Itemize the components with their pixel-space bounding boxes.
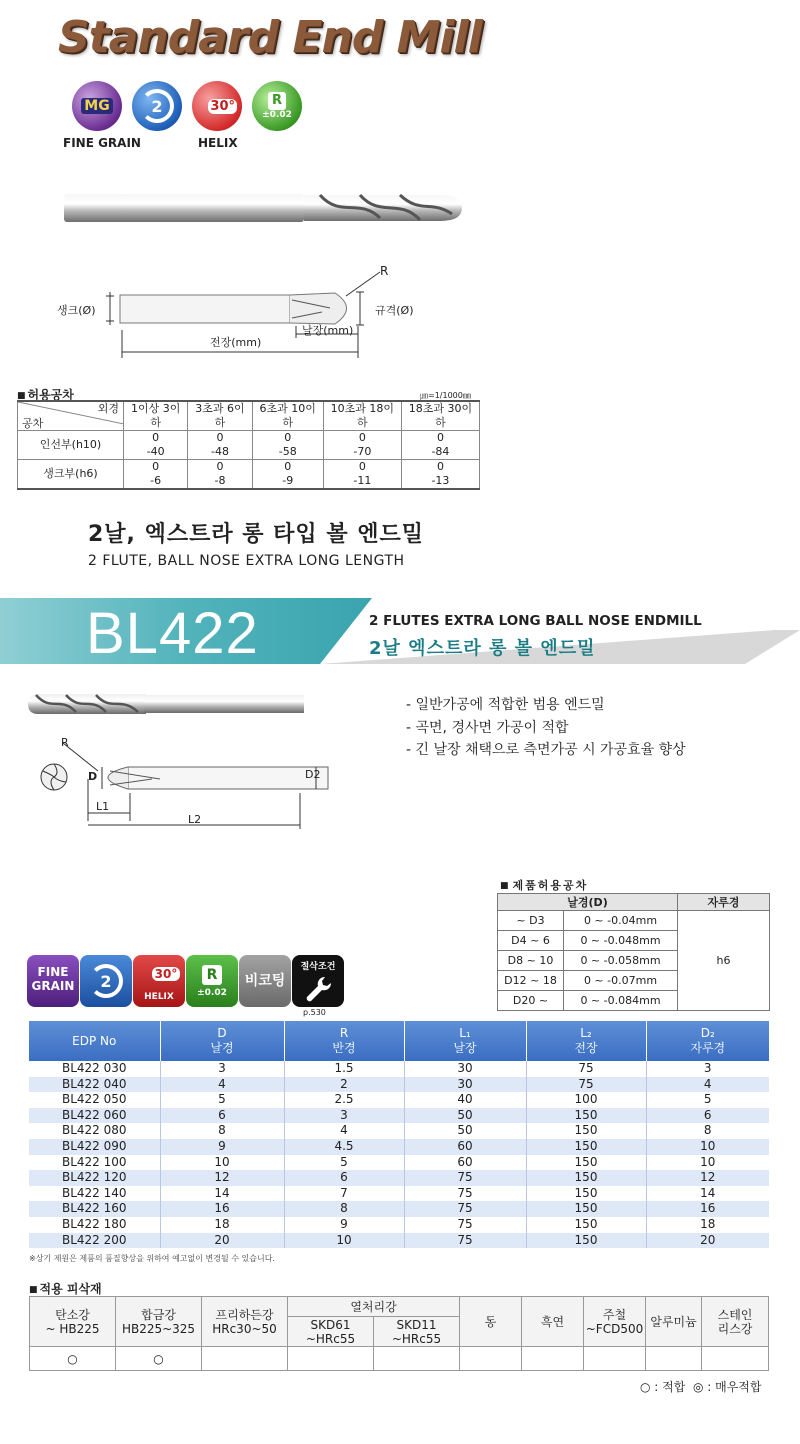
spec-row — [29, 1217, 769, 1233]
tolerance-cell — [401, 460, 479, 490]
feature-item: - 긴 날장 채택으로 측면가공 시 가공효율 향상 — [406, 742, 686, 758]
edp-number: BL422 050 — [29, 1092, 160, 1108]
diagram-flute-label: 날장(mm) — [302, 324, 354, 337]
spec-cell: 10 — [700, 1154, 716, 1169]
page-reference[interactable]: p.530 — [303, 1008, 326, 1017]
edp-number: BL422 160 — [29, 1201, 160, 1217]
tolerance-row-label: 생크부(h6) — [18, 460, 124, 490]
tolerance-cell — [401, 431, 479, 460]
spec-cell: 16 — [160, 1201, 284, 1217]
tolerance-lower: -13 — [431, 474, 450, 487]
tolerance-upper: 0 — [152, 431, 160, 444]
spec-cell: 18 — [700, 1216, 716, 1231]
spec-cell: 5 — [703, 1092, 712, 1107]
spec-cell: 75 — [404, 1186, 526, 1202]
spec-cell: 4 — [284, 1123, 404, 1139]
material-col — [374, 1317, 460, 1347]
spec-row — [29, 1108, 769, 1124]
banner-title-en: 2 FLUTES EXTRA LONG BALL NOSE ENDMILL — [369, 613, 702, 629]
two-flute-icon-text: 2 — [151, 96, 163, 116]
spec-cell: 100 — [526, 1092, 646, 1108]
helix-30-icon-text: 30° — [210, 98, 235, 114]
material-col-text: SKD61 — [310, 1317, 351, 1332]
spec-cell: 50 — [404, 1123, 526, 1139]
material-col — [460, 1297, 522, 1347]
spec-cell: 6 — [646, 1108, 769, 1124]
tolerance-upper: 0 — [358, 431, 366, 444]
tolerance-upper: 0 — [284, 431, 292, 444]
tolerance-lower: -11 — [353, 474, 372, 487]
diagram-shank-label: 생크(Ø) — [57, 304, 96, 317]
fine-grain-badge-text: FINE GRAIN — [31, 965, 75, 993]
spec-cell: 4 — [160, 1077, 284, 1093]
tolerance-upper: 0 — [358, 460, 366, 473]
product-diagram-r: R — [61, 736, 69, 749]
material-heat-treated: 열처리강 — [288, 1297, 460, 1317]
tolerance-header-outer: 외경 — [97, 402, 119, 415]
tolerance-lower: -40 — [146, 445, 165, 458]
spec-cell: 9 — [284, 1217, 404, 1233]
product-diagram-l2: L2 — [188, 813, 202, 826]
material-col-text: SKD11 — [396, 1317, 437, 1332]
material-col-text: ~FCD500 — [585, 1321, 644, 1336]
edp-number: BL422 080 — [29, 1123, 160, 1139]
tolerance-unit: ㎛=1/1000㎜ — [420, 391, 471, 400]
tolerance-header-tol: 공차 — [22, 417, 44, 430]
product-tolerance-range: D20 ~ — [498, 991, 564, 1011]
tolerance-lower: -6 — [150, 474, 162, 487]
tolerance-upper: 0 — [436, 460, 444, 473]
tolerance-upper: 0 — [436, 431, 444, 444]
tolerance-col: 6초과 10이하 — [252, 401, 323, 431]
material-col-text: 알루미늄 — [650, 1314, 697, 1329]
spec-cell: 150 — [526, 1186, 646, 1202]
tolerance-cell — [323, 431, 401, 460]
product-tolerance-range: D8 ~ 10 — [498, 951, 564, 971]
tolerance-lower: -84 — [431, 445, 450, 458]
spec-cell: 6 — [160, 1108, 284, 1124]
edp-number: BL422 060 — [29, 1108, 160, 1124]
tolerance-lower: -70 — [353, 445, 372, 458]
tolerance-upper: 0 — [216, 431, 224, 444]
spec-row — [29, 1201, 769, 1217]
product-diagram-d2: D2 — [305, 768, 321, 781]
tolerance-col: 1이상 3이하 — [124, 401, 188, 431]
tolerance-lower: -8 — [214, 474, 226, 487]
tolerance-cell — [124, 431, 188, 460]
product-tolerance-range: D12 ~ 18 — [498, 971, 564, 991]
helix-label: HELIX — [198, 136, 238, 150]
product-tolerance-row — [498, 911, 770, 931]
fine-grain-badge — [27, 955, 79, 1007]
material-col — [202, 1297, 288, 1347]
tolerance-lower: -48 — [210, 445, 229, 458]
spec-cell: 2.5 — [284, 1092, 404, 1108]
edp-number: BL422 100 — [29, 1155, 160, 1171]
edp-number: BL422 030 — [29, 1061, 160, 1077]
tolerance-row — [18, 460, 480, 490]
banner-title-ko: 2날 엑스트라 롱 볼 엔드밀 — [369, 638, 596, 659]
spec-row — [29, 1139, 769, 1155]
spec-cell: 3 — [703, 1061, 712, 1075]
spec-cell: 150 — [526, 1139, 646, 1155]
radius-badge-tol: ±0.02 — [197, 988, 227, 998]
material-col-text: HB225~325 — [121, 1321, 196, 1336]
material-col-text: 리스강 — [717, 1321, 753, 1336]
uncoated-badge-text: 비코팅 — [244, 973, 286, 989]
tolerance-lower: -58 — [278, 445, 297, 458]
spec-cell: 75 — [404, 1233, 526, 1249]
spec-cell: 150 — [526, 1170, 646, 1186]
material-suitability — [288, 1347, 374, 1371]
material-suitability — [374, 1347, 460, 1371]
helix-badge-deg: 30° — [152, 967, 181, 981]
spec-row — [29, 1092, 769, 1108]
mg-icon — [72, 81, 122, 131]
spec-cell: 10 — [284, 1233, 404, 1249]
material-suitability — [522, 1347, 584, 1371]
spec-table — [29, 1021, 769, 1248]
spec-cell: 50 — [404, 1108, 526, 1124]
spec-header: L₁ 날장 — [404, 1021, 526, 1061]
tolerance-row — [18, 431, 480, 460]
tolerance-cell — [124, 460, 188, 490]
material-col-text: 주철 — [602, 1307, 627, 1322]
material-col-text: HRc30~50 — [212, 1321, 277, 1336]
product-tolerance-title: ■ 제품허용공차 — [500, 877, 588, 893]
spec-row — [29, 1061, 769, 1077]
spec-cell: 12 — [646, 1170, 769, 1186]
spec-cell: 8 — [703, 1123, 712, 1138]
material-col-text: 탄소강 — [55, 1307, 90, 1322]
product-diagram-l1: L1 — [96, 800, 110, 813]
tolerance-row-label: 인선부(h10) — [18, 431, 124, 460]
spec-cell: 2 — [284, 1077, 404, 1093]
helix-badge — [133, 955, 185, 1007]
radius-icon — [252, 81, 302, 131]
material-col-text: 합금강 — [141, 1307, 176, 1322]
material-col-text: 동 — [484, 1314, 497, 1329]
material-suitability — [646, 1347, 702, 1371]
cutting-condition-text: 절삭조건 — [300, 962, 336, 972]
spec-cell: 150 — [526, 1201, 646, 1217]
spec-cell: 12 — [160, 1170, 284, 1186]
fine-grain-label: FINE GRAIN — [63, 136, 141, 150]
spec-row — [29, 1123, 769, 1139]
product-tolerance-value: 0 ~ -0.048mm — [564, 931, 678, 951]
spec-cell: 1.5 — [284, 1061, 404, 1077]
product-tolerance-shank: h6 — [678, 911, 770, 1011]
tolerance-col: 3초과 6이하 — [188, 401, 252, 431]
materials-table — [29, 1296, 769, 1371]
spec-row — [29, 1077, 769, 1093]
product-title-en: 2 FLUTE, BALL NOSE EXTRA LONG LENGTH — [88, 553, 405, 569]
tolerance-title: ■ 허용공차 — [17, 386, 74, 403]
spec-cell: 8 — [284, 1201, 404, 1217]
spec-cell: 3 — [160, 1061, 284, 1077]
tolerance-lower: -9 — [282, 474, 294, 487]
material-col — [116, 1297, 202, 1347]
materials-title: ■ 적용 피삭재 — [29, 1280, 102, 1297]
cutting-condition-badge[interactable] — [292, 955, 344, 1007]
spec-cell: 3 — [284, 1108, 404, 1124]
radius-badge — [186, 955, 238, 1007]
tolerance-cell — [188, 431, 252, 460]
diagram-r-label: R — [380, 264, 389, 278]
material-col-text: 프리하든강 — [215, 1307, 274, 1322]
material-col — [522, 1297, 584, 1347]
tolerance-cell — [323, 460, 401, 490]
product-tolerance-value: 0 ~ -0.04mm — [564, 911, 678, 931]
material-col — [584, 1297, 646, 1347]
spec-cell: 75 — [404, 1217, 526, 1233]
product-tolerance-range: D4 ~ 6 — [498, 931, 564, 951]
spec-cell: 8 — [160, 1123, 284, 1139]
edp-number: BL422 180 — [29, 1217, 160, 1233]
tolerance-cell — [252, 460, 323, 490]
diagram-spec-label: 규격(Ø) — [375, 304, 414, 317]
edp-number: BL422 140 — [29, 1186, 160, 1202]
diagram-total-label: 전장(mm) — [210, 336, 262, 349]
material-suitability — [584, 1347, 646, 1371]
edp-number: BL422 040 — [29, 1077, 160, 1093]
edp-number: BL422 090 — [29, 1139, 160, 1155]
material-col-text: 스테인 — [717, 1307, 753, 1322]
feature-item: - 곡면, 경사면 가공이 적합 — [406, 720, 569, 736]
tolerance-table — [17, 400, 480, 490]
material-suitability — [460, 1347, 522, 1371]
feature-item: - 일반가공에 적합한 범용 엔드밀 — [406, 697, 605, 713]
spec-cell: 150 — [526, 1233, 646, 1249]
radius-badge-r: R — [202, 965, 222, 985]
spec-cell: 4 — [646, 1077, 769, 1093]
tolerance-upper: 0 — [152, 460, 160, 473]
spec-cell: 20 — [646, 1233, 769, 1249]
product-tolerance-table — [497, 893, 770, 1011]
spec-cell: 60 — [404, 1155, 526, 1171]
tolerance-upper: 0 — [216, 460, 224, 473]
helix-badge-label: HELIX — [144, 992, 174, 1002]
spec-cell: 20 — [160, 1233, 284, 1249]
tolerance-col: 18초과 30이하 — [401, 401, 479, 431]
material-col — [646, 1297, 702, 1347]
spec-cell: 30 — [404, 1077, 526, 1093]
material-suitability: ○ — [116, 1347, 202, 1371]
spec-cell: 150 — [526, 1123, 646, 1139]
product-code: BL422 — [86, 601, 259, 666]
spec-cell: 7 — [284, 1186, 404, 1202]
spec-note: ※상기 제원은 제품의 품질향상을 위하여 예고없이 변경될 수 있습니다. — [29, 1254, 275, 1263]
materials-legend: ○ : 적합 ◎ : 매우적합 — [640, 1380, 762, 1394]
two-flute-icon — [132, 81, 182, 131]
spec-cell: 18 — [160, 1217, 284, 1233]
spec-cell: 150 — [526, 1217, 646, 1233]
spec-header: R 반경 — [284, 1021, 404, 1061]
product-tolerance-value: 0 ~ -0.084mm — [564, 991, 678, 1011]
page-title: Standard End Mill — [58, 12, 482, 63]
spec-cell: 75 — [526, 1061, 646, 1077]
end-mill-photo — [60, 188, 465, 228]
spec-cell: 40 — [404, 1092, 526, 1108]
material-col-text: ~HRc55 — [305, 1331, 356, 1346]
spec-row — [29, 1233, 769, 1249]
edp-number: BL422 200 — [29, 1233, 160, 1249]
two-flute-badge — [80, 955, 132, 1007]
spec-row — [29, 1155, 769, 1171]
spec-cell: 150 — [526, 1108, 646, 1124]
product-photo — [26, 690, 308, 718]
material-suitability: ○ — [30, 1347, 116, 1371]
edp-number: BL422 120 — [29, 1170, 160, 1186]
mg-icon-text: MG — [81, 98, 112, 114]
material-col-text: ~HRc55 — [391, 1331, 442, 1346]
material-col — [702, 1297, 769, 1347]
material-col — [288, 1317, 374, 1347]
material-suitability — [702, 1347, 769, 1371]
spec-cell: 30 — [404, 1061, 526, 1077]
spec-cell: 5 — [160, 1092, 284, 1108]
spec-header: D 날경 — [160, 1021, 284, 1061]
spec-header: D₂ 자루경 — [646, 1021, 769, 1061]
spec-cell: 14 — [160, 1186, 284, 1202]
tolerance-cell — [252, 431, 323, 460]
product-tolerance-head-shank: 자루경 — [678, 894, 770, 911]
spec-row — [29, 1186, 769, 1202]
spec-cell: 9 — [160, 1139, 284, 1155]
tolerance-cell — [188, 460, 252, 490]
spec-cell: 5 — [284, 1155, 404, 1171]
material-col — [30, 1297, 116, 1347]
product-tolerance-value: 0 ~ -0.058mm — [564, 951, 678, 971]
spec-header: L₂ 전장 — [526, 1021, 646, 1061]
spec-cell: 16 — [646, 1201, 769, 1217]
spec-header: EDP No — [29, 1021, 160, 1061]
spec-cell: 75 — [404, 1170, 526, 1186]
spec-row — [29, 1170, 769, 1186]
spec-cell: 6 — [284, 1170, 404, 1186]
material-col-text: ~ HB225 — [45, 1321, 100, 1336]
two-flute-badge-text: 2 — [100, 971, 112, 991]
product-tolerance-value: 0 ~ -0.07mm — [564, 971, 678, 991]
wrench-icon — [303, 974, 333, 1004]
spec-cell: 60 — [404, 1139, 526, 1155]
radius-icon-text: R — [268, 92, 286, 110]
radius-icon-sub: ±0.02 — [262, 110, 292, 120]
spec-cell: 4.5 — [284, 1139, 404, 1155]
spec-cell: 10 — [160, 1155, 284, 1171]
product-title-ko: 2날, 엑스트라 롱 타입 볼 엔드밀 — [88, 522, 424, 547]
material-col-text: 흑연 — [540, 1314, 565, 1329]
spec-cell: 10 — [646, 1139, 769, 1155]
spec-cell: 150 — [526, 1155, 646, 1171]
spec-cell: 75 — [526, 1077, 646, 1093]
helix-30-icon — [192, 81, 242, 131]
material-suitability — [202, 1347, 288, 1371]
spec-cell: 75 — [404, 1201, 526, 1217]
uncoated-badge — [239, 955, 291, 1007]
tolerance-upper: 0 — [284, 460, 292, 473]
tolerance-col: 10초과 18이하 — [323, 401, 401, 431]
product-diagram-d: D — [88, 770, 98, 783]
spec-cell: 14 — [700, 1185, 716, 1200]
product-tolerance-head-dia: 날경(D) — [498, 894, 678, 911]
product-tolerance-range: ~ D3 — [498, 911, 564, 931]
tolerance-corner — [18, 401, 124, 431]
